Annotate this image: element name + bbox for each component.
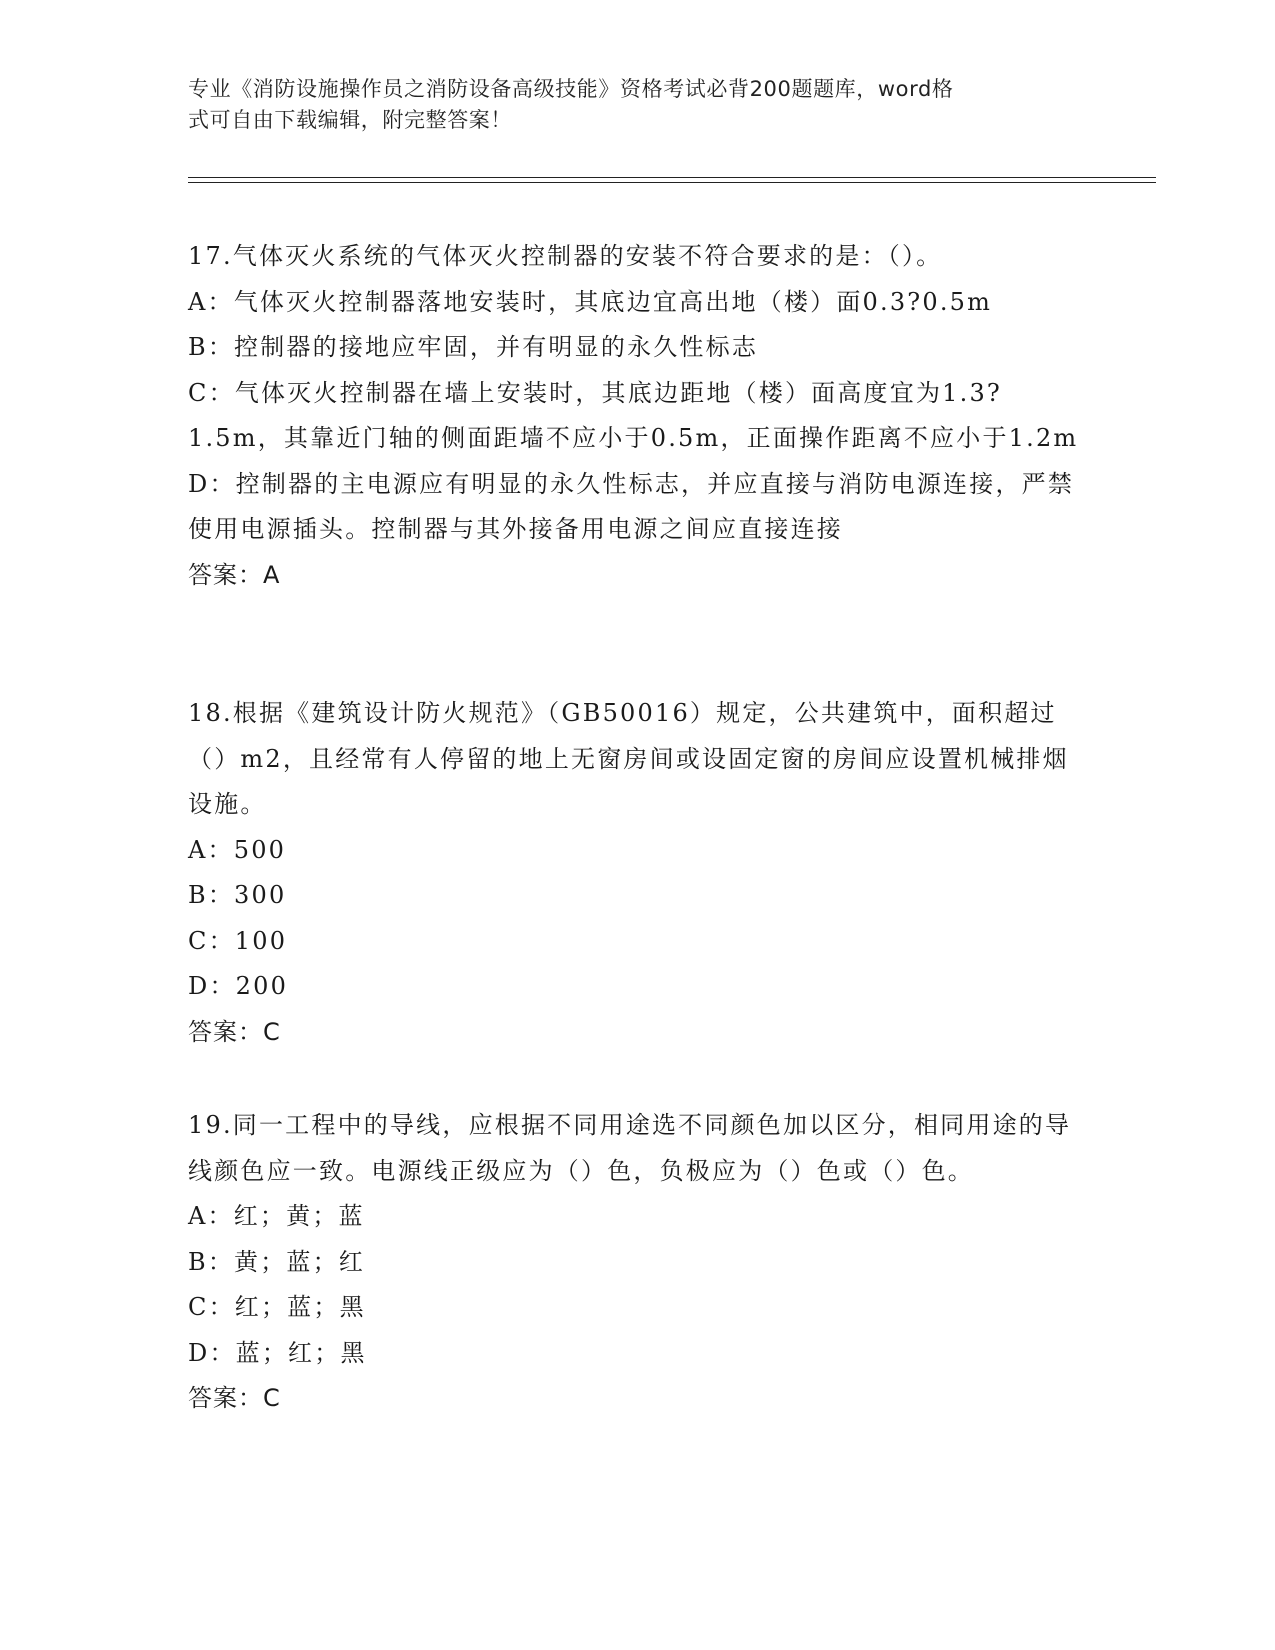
answer: 答案：C (188, 1384, 281, 1412)
option-d: D：200 (188, 972, 289, 1000)
option-c: C：100 (188, 926, 288, 955)
option-c: C：气体灭火控制器在墙上安装时，其底边距地（楼）面高度宜为1.3?1.5m，其靠近门轴的侧面距墙不应小于0.5m，正面操作距离不应小于1.2m (188, 378, 1079, 452)
option-a: A：气体灭火控制器落地安装时，其底边宜高出地（楼）面0.3?0.5m (188, 287, 993, 316)
option-b: B：黄；蓝；红 (188, 1247, 366, 1276)
header-line-1: 专业《消防设施操作员之消防设备高级技能》资格考试必背200题题库，word格 (188, 77, 954, 101)
header-divider-top (188, 177, 1156, 178)
header-line-2: 式可自由下载编辑，附完整答案！ (188, 108, 512, 132)
document-header (188, 74, 1088, 136)
option-a: A：500 (188, 835, 287, 864)
question-18 (188, 691, 1088, 1055)
option-c: C：红；蓝；黑 (188, 1293, 366, 1321)
option-d: D：蓝；红；黑 (188, 1338, 367, 1367)
answer: 答案：A (188, 560, 281, 589)
question-stem: 17.气体灭火系统的气体灭火控制器的安装不符合要求的是：（）。 (188, 242, 943, 270)
option-b: B：控制器的接地应牢固，并有明显的永久性标志 (188, 333, 759, 361)
header-divider-bottom (188, 182, 1156, 183)
question-19 (188, 1103, 1088, 1422)
option-a: A：红；黄；蓝 (188, 1202, 365, 1230)
question-stem: 19.同一工程中的导线，应根据不同用途选不同颜色加以区分，相同用途的导线颜色应一致。电源线正级应为（）色，负极应为（）色或（）色。 (188, 1111, 1072, 1185)
question-stem: 18.根据《建筑设计防火规范》（GB50016）规定，公共建筑中，面积超过（）m2，且经常有人停留的地上无窗房间或设固定窗的房间应设置机械排烟设施。 (188, 699, 1069, 818)
question-17 (188, 234, 1088, 598)
answer: 答案：C (188, 1017, 281, 1046)
option-b: B：300 (188, 881, 287, 909)
option-d: D：控制器的主电源应有明显的永久性标志，并应直接与消防电源连接，严禁使用电源插头。控制器与其外接备用电源之间应直接连接 (188, 469, 1075, 543)
